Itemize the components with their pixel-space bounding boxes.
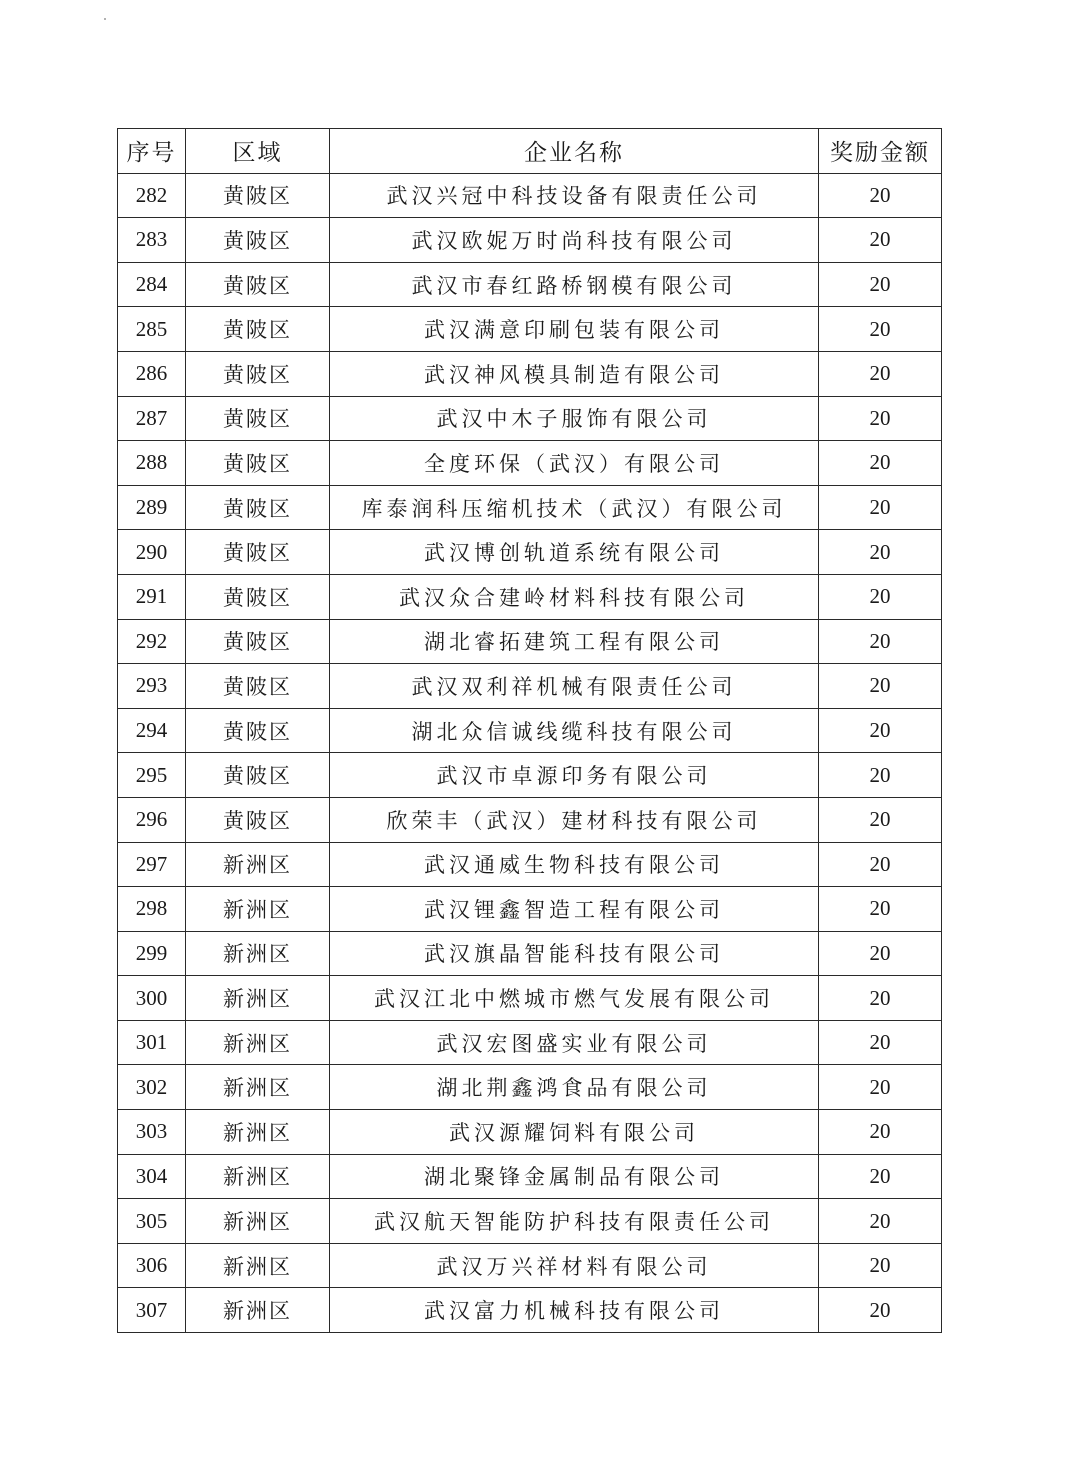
row-number: 294 — [118, 708, 186, 753]
row-district: 黄陂区 — [186, 262, 330, 307]
row-amount: 20 — [819, 1154, 942, 1199]
row-district: 黄陂区 — [186, 307, 330, 352]
row-number: 306 — [118, 1243, 186, 1288]
row-district: 新洲区 — [186, 1065, 330, 1110]
table-row — [118, 797, 942, 842]
scan-speck — [104, 18, 106, 20]
row-number: 283 — [118, 218, 186, 263]
table-row — [118, 485, 942, 530]
table-row — [118, 842, 942, 887]
header-number: 序号 — [118, 129, 186, 174]
table-header-row — [118, 129, 942, 174]
row-company: 武汉双利祥机械有限责任公司 — [330, 664, 819, 709]
row-district: 黄陂区 — [186, 530, 330, 575]
row-company: 武汉众合建岭材料科技有限公司 — [330, 574, 819, 619]
row-number: 295 — [118, 753, 186, 798]
row-number: 287 — [118, 396, 186, 441]
row-amount: 20 — [819, 1020, 942, 1065]
table-row — [118, 218, 942, 263]
table-row — [118, 307, 942, 352]
row-district: 新洲区 — [186, 931, 330, 976]
row-company: 武汉旗晶智能科技有限公司 — [330, 931, 819, 976]
row-number: 289 — [118, 485, 186, 530]
row-company: 武汉市春红路桥钢模有限公司 — [330, 262, 819, 307]
table-row — [118, 1199, 942, 1244]
table-row — [118, 753, 942, 798]
row-company: 湖北睿拓建筑工程有限公司 — [330, 619, 819, 664]
row-company: 武汉江北中燃城市燃气发展有限公司 — [330, 976, 819, 1021]
row-amount: 20 — [819, 931, 942, 976]
row-district: 新洲区 — [186, 1288, 330, 1333]
row-amount: 20 — [819, 797, 942, 842]
row-district: 新洲区 — [186, 842, 330, 887]
table-row — [118, 1288, 942, 1333]
table-row — [118, 1065, 942, 1110]
row-amount: 20 — [819, 574, 942, 619]
row-company: 湖北荆鑫鸿食品有限公司 — [330, 1065, 819, 1110]
row-amount: 20 — [819, 485, 942, 530]
table-row — [118, 530, 942, 575]
row-company: 武汉宏图盛实业有限公司 — [330, 1020, 819, 1065]
table-row — [118, 887, 942, 932]
row-amount: 20 — [819, 619, 942, 664]
table-row — [118, 619, 942, 664]
row-amount: 20 — [819, 664, 942, 709]
table-row — [118, 441, 942, 486]
row-district: 黄陂区 — [186, 753, 330, 798]
row-district: 黄陂区 — [186, 708, 330, 753]
row-district: 黄陂区 — [186, 173, 330, 218]
row-amount: 20 — [819, 530, 942, 575]
row-company: 武汉欧妮万时尚科技有限公司 — [330, 218, 819, 263]
row-company: 武汉源耀饲料有限公司 — [330, 1110, 819, 1155]
table-row — [118, 396, 942, 441]
table-body — [118, 173, 942, 1332]
row-district: 黄陂区 — [186, 351, 330, 396]
row-number: 288 — [118, 441, 186, 486]
row-district: 新洲区 — [186, 1154, 330, 1199]
row-district: 新洲区 — [186, 1243, 330, 1288]
table-row — [118, 976, 942, 1021]
row-company: 武汉航天智能防护科技有限责任公司 — [330, 1199, 819, 1244]
row-amount: 20 — [819, 1065, 942, 1110]
row-company: 武汉中木子服饰有限公司 — [330, 396, 819, 441]
row-amount: 20 — [819, 1199, 942, 1244]
row-district: 新洲区 — [186, 1110, 330, 1155]
row-company: 全度环保（武汉）有限公司 — [330, 441, 819, 486]
row-company: 武汉富力机械科技有限公司 — [330, 1288, 819, 1333]
row-number: 285 — [118, 307, 186, 352]
row-number: 304 — [118, 1154, 186, 1199]
row-district: 黄陂区 — [186, 574, 330, 619]
row-amount: 20 — [819, 842, 942, 887]
row-amount: 20 — [819, 976, 942, 1021]
table-row — [118, 1154, 942, 1199]
table-row — [118, 931, 942, 976]
row-district: 新洲区 — [186, 1020, 330, 1065]
row-number: 298 — [118, 887, 186, 932]
row-company: 湖北聚锋金属制品有限公司 — [330, 1154, 819, 1199]
row-amount: 20 — [819, 173, 942, 218]
row-amount: 20 — [819, 441, 942, 486]
table-row — [118, 574, 942, 619]
row-company: 武汉神风模具制造有限公司 — [330, 351, 819, 396]
row-number: 303 — [118, 1110, 186, 1155]
row-company: 湖北众信诚线缆科技有限公司 — [330, 708, 819, 753]
row-amount: 20 — [819, 753, 942, 798]
row-company: 武汉通威生物科技有限公司 — [330, 842, 819, 887]
table-row — [118, 1020, 942, 1065]
table-row — [118, 1243, 942, 1288]
row-amount: 20 — [819, 218, 942, 263]
row-amount: 20 — [819, 1288, 942, 1333]
row-district: 新洲区 — [186, 976, 330, 1021]
row-number: 305 — [118, 1199, 186, 1244]
row-amount: 20 — [819, 396, 942, 441]
row-number: 296 — [118, 797, 186, 842]
row-district: 黄陂区 — [186, 664, 330, 709]
table-row — [118, 173, 942, 218]
row-amount: 20 — [819, 307, 942, 352]
row-amount: 20 — [819, 351, 942, 396]
row-number: 286 — [118, 351, 186, 396]
row-number: 299 — [118, 931, 186, 976]
row-company: 武汉满意印刷包装有限公司 — [330, 307, 819, 352]
row-number: 300 — [118, 976, 186, 1021]
row-district: 黄陂区 — [186, 396, 330, 441]
row-district: 新洲区 — [186, 887, 330, 932]
row-amount: 20 — [819, 262, 942, 307]
row-amount: 20 — [819, 887, 942, 932]
row-number: 297 — [118, 842, 186, 887]
row-number: 301 — [118, 1020, 186, 1065]
row-district: 新洲区 — [186, 1199, 330, 1244]
row-company: 武汉锂鑫智造工程有限公司 — [330, 887, 819, 932]
row-company: 欣荣丰（武汉）建材科技有限公司 — [330, 797, 819, 842]
header-amount: 奖励金额 — [819, 129, 942, 174]
table-row — [118, 262, 942, 307]
row-amount: 20 — [819, 1243, 942, 1288]
row-number: 284 — [118, 262, 186, 307]
row-number: 291 — [118, 574, 186, 619]
table-row — [118, 708, 942, 753]
row-amount: 20 — [819, 1110, 942, 1155]
row-district: 黄陂区 — [186, 619, 330, 664]
award-table — [117, 128, 942, 1333]
row-district: 黄陂区 — [186, 218, 330, 263]
row-amount: 20 — [819, 708, 942, 753]
row-district: 黄陂区 — [186, 797, 330, 842]
row-company: 武汉博创轨道系统有限公司 — [330, 530, 819, 575]
row-number: 290 — [118, 530, 186, 575]
row-district: 黄陂区 — [186, 441, 330, 486]
row-number: 307 — [118, 1288, 186, 1333]
header-district: 区域 — [186, 129, 330, 174]
table-row — [118, 351, 942, 396]
row-district: 黄陂区 — [186, 485, 330, 530]
row-number: 302 — [118, 1065, 186, 1110]
row-company: 武汉兴冠中科技设备有限责任公司 — [330, 173, 819, 218]
table-row — [118, 664, 942, 709]
row-number: 282 — [118, 173, 186, 218]
row-number: 293 — [118, 664, 186, 709]
row-number: 292 — [118, 619, 186, 664]
row-company: 武汉市卓源印务有限公司 — [330, 753, 819, 798]
row-company: 武汉万兴祥材料有限公司 — [330, 1243, 819, 1288]
row-company: 库泰润科压缩机技术（武汉）有限公司 — [330, 485, 819, 530]
header-company: 企业名称 — [330, 129, 819, 174]
table-row — [118, 1110, 942, 1155]
